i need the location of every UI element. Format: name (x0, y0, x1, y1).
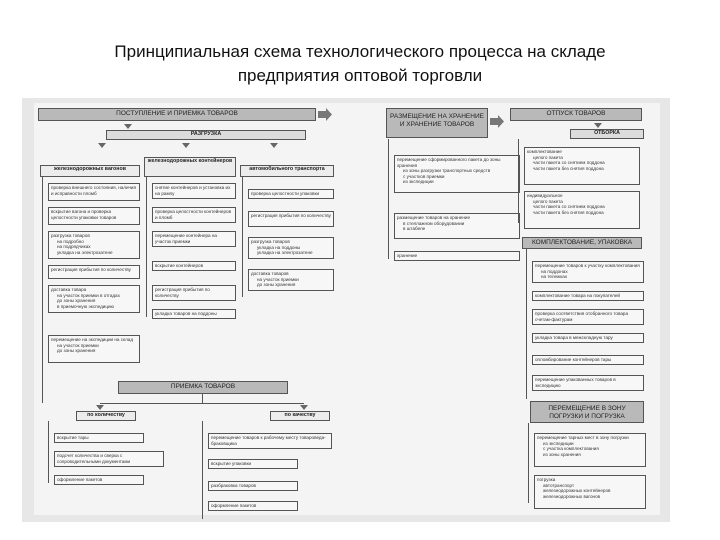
packing-step-6: перемещение упакованных товаров в экспедицию (532, 375, 644, 391)
placement-step-1-label: перемещение сформированного пакета до зоны хранения (397, 157, 501, 168)
rail-sub1-item: • укладка на электрозатене (57, 250, 137, 256)
placement-sub1-item: • с участков приемки (403, 174, 517, 180)
auto-step-4-label: доставка товаров (251, 271, 289, 276)
rail-sub1-item: • на подробно (57, 239, 137, 245)
acceptance-stem (202, 394, 203, 403)
down-chevron-icon (98, 143, 106, 148)
container-step-5: регистрация прибытия по количеству (152, 285, 236, 301)
packing-step-5: опломбирование контейнеров тары (532, 355, 644, 365)
placement-sub1-item: • из зоны разгрузки транспортных средств (403, 168, 517, 174)
rail-sub3-item: • до зоны хранения (57, 348, 137, 354)
loading-connector (528, 423, 529, 503)
picking-connector (518, 139, 519, 223)
by-quantity-header: по количеству (76, 411, 136, 421)
placement-arrow-icon (490, 115, 504, 128)
picking-sub1-item: • части пакета без снятия поддона (533, 166, 637, 172)
rail-step-3-label: разгрузка товаров (51, 233, 90, 238)
auto-step-2: регистрация прибытия по количеству (248, 211, 334, 227)
quantity-step-1: вскрытие тары (54, 433, 144, 443)
picking-step-2 (524, 191, 640, 229)
down-chevron-icon (300, 405, 308, 410)
quantity-step-2: подсчет количества и сверка с сопроводительными документами (54, 451, 164, 467)
placement-step-2-label: размещение товаров на хранение (397, 215, 470, 220)
rail-step-5-label: доставка товара (51, 287, 87, 292)
container-step-1: снятие контейнеров и установка их на рампу (152, 183, 236, 199)
unloading-header: РАЗГРУЗКА (106, 130, 306, 140)
loading-step-2-label: погрузка (537, 477, 556, 482)
packing-step-1-label: перемещение товаров к участку комплектования (535, 263, 640, 268)
rail-sub2-item: • в приемочную экспедицию (57, 304, 137, 310)
rail-step-5 (48, 285, 140, 313)
quality-step-2: вскрытие упаковки (208, 459, 298, 469)
placement-connector (388, 139, 389, 259)
rail-step-6-label: перемещение на экспедиции на склад (51, 337, 134, 342)
picking-header: ОТБОРКА (570, 129, 644, 139)
loading-sub2-item: • железнодорожных вагонов (543, 494, 643, 500)
down-chevron-icon (96, 405, 104, 410)
packing-sub1-item: • на поддонах (541, 269, 641, 275)
container-step-3: перемещение контейнера на участок приемки (152, 231, 236, 247)
picking-step-2-label: индивидуальное (527, 193, 563, 198)
loading-step-1-label: перемещение тарных мест в зону погрузки (537, 435, 629, 440)
transport-auto: автомобильного транспорта (240, 165, 334, 177)
rail-step-1: проверка внешнего состояния, наличия и исправности пломб (48, 183, 140, 201)
down-chevron-icon (270, 143, 278, 148)
rail-step-6 (48, 335, 140, 363)
quality-connector (202, 421, 203, 519)
packing-step-2: комплектование товара на покупателей (532, 291, 644, 301)
rail-step-3 (48, 231, 140, 259)
picking-sub2-item: • части пакета без снятия поддона (533, 210, 637, 216)
picking-sub1-item: • целого пакета (533, 155, 637, 161)
receipt-header: ПОСТУПЛЕНИЕ И ПРИЕМКА ТОВАРОВ (38, 108, 316, 121)
scheme-page (34, 103, 660, 515)
release-header: ОТПУСК ТОВАРОВ (510, 108, 642, 121)
placement-sub2-item: • в штабеле (403, 226, 517, 232)
loading-sub2-item: • железнодорожных контейнеров (543, 488, 643, 494)
packing-step-4: укладка товара в межскладную тару (532, 333, 644, 343)
packing-connector (526, 249, 527, 399)
receipt-arrow-icon (318, 108, 332, 121)
container-step-2: проверка целостности контейнеров и пломб (152, 207, 236, 223)
quantity-connector (48, 421, 49, 483)
scheme-scan (22, 98, 670, 522)
packing-step-1 (532, 261, 644, 283)
placement-step-1 (394, 155, 520, 193)
loading-step-2 (534, 475, 646, 509)
placement-step-3: хранение (394, 251, 520, 261)
auto-step-1: проверка целостности упаковки (248, 189, 334, 199)
rail-sub3-item: • на участок приемки (57, 343, 137, 349)
acceptance-header: ПРИЕМКА ТОВАРОВ (118, 381, 288, 394)
page-title (0, 40, 720, 88)
auto-step-3-label: разгрузка товаров (251, 239, 290, 244)
down-chevron-icon (124, 124, 132, 129)
container-step-6: укладка товаров на поддоны (152, 309, 236, 319)
loading-header: ПЕРЕМЕЩЕНИЕ В ЗОНУ ПОГРУЗКИ И ПОГРУЗКА (530, 401, 644, 423)
down-chevron-icon (594, 123, 602, 128)
by-quality-header: по качеству (270, 411, 330, 421)
acceptance-split-line (100, 403, 304, 404)
quality-step-4: оформление пакетов (208, 501, 298, 511)
quality-step-1: перемещение товаров к рабочему месту товароведа-браковщика (208, 433, 332, 449)
rail-step-2: вскрытие вагона и проверка целостности упаковки товаров (48, 207, 140, 225)
placement-step-2 (394, 213, 520, 239)
transport-rail: железнодорожных вагонов (40, 165, 140, 177)
title-line-1: Принципиальная схема технологического процесса на складе (114, 42, 606, 61)
auto-connector (242, 177, 243, 297)
auto-sub2-item: • до зоны хранения (257, 282, 331, 288)
transport-container: железнодорожных контейнеров (144, 157, 236, 177)
container-step-4: вскрытие контейнеров (152, 261, 236, 271)
placement-sub2-item: • в стеллажном оборудовании (403, 221, 517, 227)
auto-sub1-item: • укладка на поддоны (257, 245, 331, 251)
quality-step-3: разбраковка товаров (208, 481, 298, 491)
placement-sub1-item: • из экспедиции (403, 179, 517, 185)
down-chevron-icon (182, 143, 190, 148)
auto-sub1-item: • укладка на электрозатене (257, 250, 331, 256)
loading-sub1-item: • с участка комплектования (543, 446, 643, 452)
auto-step-3 (248, 237, 334, 259)
picking-sub1-item: • части пакета со снятием поддона (533, 160, 637, 166)
rail-step-4: регистрация прибытия по количеству (48, 265, 140, 279)
picking-sub2-item: • целого пакета (533, 199, 637, 205)
picking-step-1 (524, 147, 640, 185)
loading-step-1 (534, 433, 646, 467)
container-connector (146, 177, 147, 317)
loading-sub1-item: • из зоны хранения (543, 452, 643, 458)
auto-sub2-item: • на участок приемки (257, 277, 331, 283)
picking-sub2-item: • части пакета со снятием поддона (533, 204, 637, 210)
rail-sub2-item: • на участок приемки в отгадах (57, 293, 137, 299)
picking-step-1-label: комплектование (527, 149, 562, 154)
rail-sub2-item: • до зоны хранения (57, 298, 137, 304)
loading-sub2-item: • автотранспорт (543, 483, 643, 489)
placement-header: РАЗМЕЩЕНИЕ НА ХРАНЕНИЕ И ХРАНЕНИЕ ТОВАРОВ (386, 108, 488, 138)
auto-step-4 (248, 269, 334, 291)
packing-step-3: проверка соответствия отобранного товара счетам-фактурам (532, 309, 644, 325)
quantity-step-3: оформление пакетов (54, 475, 144, 485)
loading-sub1-item: • из экспедиции (543, 441, 643, 447)
rail-connector (42, 177, 43, 403)
packing-sub1-item: • на тележках (541, 274, 641, 280)
title-line-2: предприятия оптовой торговли (237, 66, 483, 85)
packing-header: КОМПЛЕКТОВАНИЕ, УПАКОВКА (522, 237, 642, 249)
rail-sub1-item: • на подрядчиках (57, 244, 137, 250)
